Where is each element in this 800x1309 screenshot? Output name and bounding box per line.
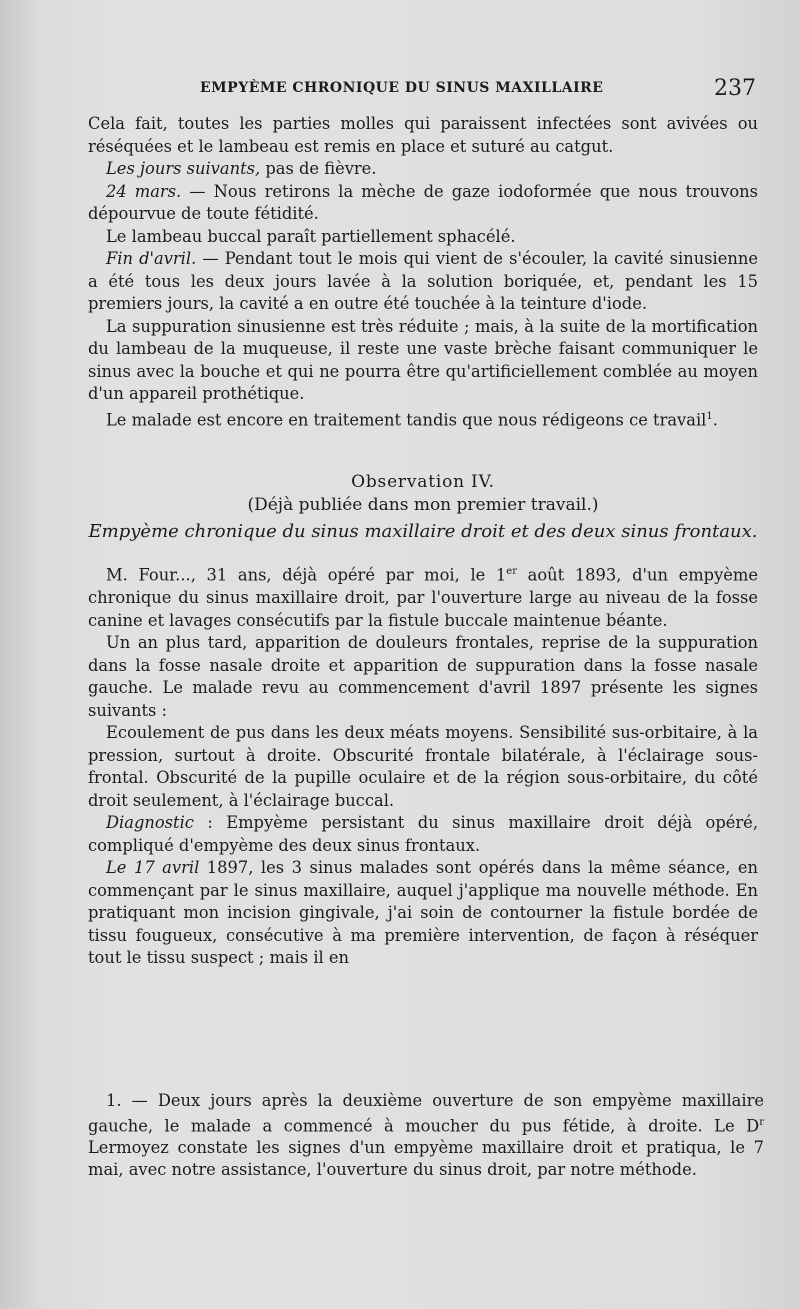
paragraph-text: Cela fait, toutes les parties molles qui paraissent infectées sont avivées ou réséquées et le lambeau est remis en place et suturé au catgut. — [88, 114, 758, 156]
paragraph-text: . — [712, 409, 718, 429]
paragraph — [88, 406, 758, 432]
paragraph — [88, 113, 758, 158]
italic-lead: Le 17 avril — [106, 858, 200, 878]
main-text — [88, 113, 758, 970]
italic-lead: Diagnostic — [106, 813, 194, 833]
paragraph-text: 1897, les 3 sinus malades sont opérés dans la même séance, en commençant par le sinus maxillaire, auquel j'applique ma nouvelle méthode. En pratiquant mon incision gingivale, j'ai soin de contourner la fistule bordée de tissu fougueux, consécutive à ma première intervention, de façon à réséquer tout le tissu suspect ; mais il en — [88, 858, 759, 968]
paragraph-text: — Pendant tout le mois qui vient de s'écouler, la cavité sinusienne a été tous les deux jours lavée à la solution boriquée, et, pendant les 15 premiers jours, la cavité a en outre été touchée à la teinture d'iode. — [88, 249, 758, 313]
footnote — [88, 1090, 764, 1181]
paragraph-text: : Empyème persistant du sinus maxillaire droit déjà opéré, compliqué d'empyème des deux sinus frontaux. — [88, 813, 758, 855]
italic-lead: Les jours suivants, — [106, 159, 261, 178]
page-header — [200, 76, 756, 104]
paragraph — [88, 316, 758, 406]
paragraph — [88, 158, 758, 181]
running-title: EMPYÈME CHRONIQUE DU SINUS MAXILLAIRE — [200, 80, 604, 96]
observation-heading: Observation IV. — [351, 472, 495, 493]
italic-lead: 24 mars. — [106, 181, 182, 201]
paragraph — [88, 226, 758, 249]
paragraph-text: Le malade est encore en traitement tandis que nous rédigeons ce travail — [106, 409, 707, 429]
observation-subheading: (Déjà publiée dans mon premier travail.) — [247, 494, 599, 515]
paragraph-text: La suppuration sinusienne est très réduite ; mais, à la suite de la mortification du lambeau de la muqueuse, il reste une vaste brèche faisant communiquer le sinus avec la bouche et qui ne pourra être qu'artificiellement comblée au moyen d'un appareil prothétique. — [88, 316, 758, 403]
paragraph-text: Un an plus tard, apparition de douleurs frontales, reprise de la suppuration dans la fosse nasale droite et apparition de suppuration dans la fosse nasale gauche. Le malade revu au commencement d'avril 1897 présente les signes suivants : — [88, 633, 758, 720]
paragraph-text: août 1893, d'un empyème chronique du sinus maxillaire droit, par l'ouverture large au niveau de la fosse canine et lavages consécutifs par la fistule buccale maintenue béante. — [88, 565, 758, 630]
paragraph — [88, 857, 758, 970]
paragraph-text: Le lambeau buccal paraît partiellement sphacélé. — [106, 226, 516, 246]
paragraph-text: pas de fièvre. — [260, 159, 377, 178]
superscript: r — [759, 1117, 764, 1128]
paragraph — [88, 812, 758, 857]
paragraph-text: — Nous retirons la mèche de gaze iodoformée que nous trouvons dépourvue de toute fétidité. — [88, 181, 758, 223]
footnote-text: Lermoyez constate les signes d'un empyème maxillaire droit et pratiqua, le 7 mai, avec notre assistance, l'ouverture du sinus droit, par notre méthode. — [88, 1138, 764, 1180]
case-title: Empyème chronique du sinus maxillaire droit et des deux sinus frontaux. — [88, 521, 758, 543]
footnote-text: 1. — Deux jours après la deuxième ouverture de son empyème maxillaire gauche, le malade a commencé à moucher du pus fétide, à droite. Le D — [88, 1091, 764, 1136]
paragraph — [88, 561, 758, 632]
paragraph — [88, 181, 758, 226]
footnote-paragraph — [88, 1090, 764, 1181]
paragraph — [88, 632, 758, 722]
footnote-marker[interactable]: 1 — [706, 410, 713, 422]
page-number: 237 — [714, 76, 756, 101]
paragraph — [88, 248, 758, 316]
paragraph-text: Ecoulement de pus dans les deux méats moyens. Sensibilité sus-orbitaire, à la pression, surtout à droite. Obscurité frontale bilatérale, à l'éclairage sous-frontal. Obscurité de la pupille oculaire et de la région sous-orbitaire, du côté droit seulement, à l'éclairage buccal. — [88, 723, 758, 810]
italic-lead: Fin d'avril. — [106, 249, 197, 268]
superscript: er — [506, 566, 517, 578]
paragraph — [88, 722, 758, 812]
paragraph-text: M. Four..., 31 ans, déjà opéré par moi, le 1 — [106, 565, 507, 585]
